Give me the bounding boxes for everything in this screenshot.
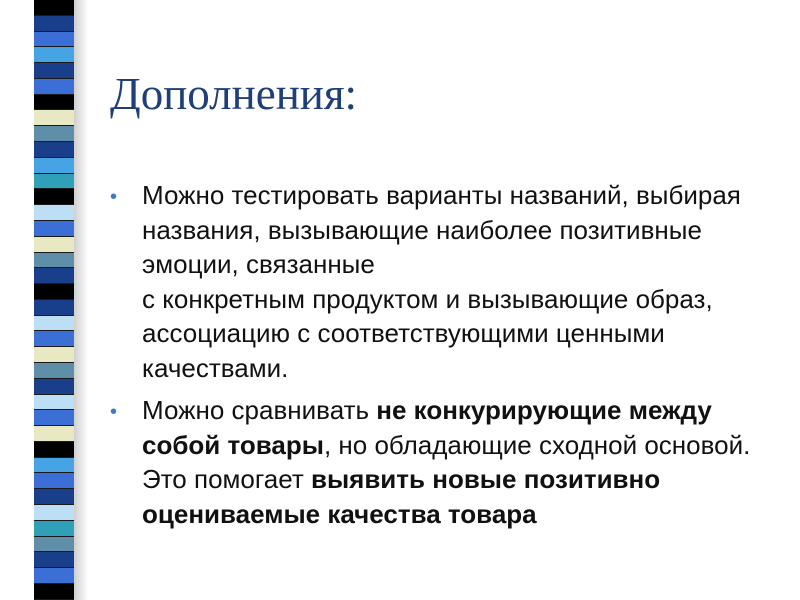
stripe-segment: [34, 126, 74, 142]
text-segment: Можно тестировать варианты названий, выбирая названия, вызывающие наиболее позитивные эмоции, связанные: [142, 180, 741, 279]
stripe-segment: [34, 79, 74, 95]
stripe-segment: [34, 205, 74, 221]
stripe-segment: [34, 237, 74, 253]
stripe-segment: [34, 63, 74, 79]
stripe-segment: [34, 521, 74, 537]
stripe-segment: [34, 426, 74, 442]
stripe-segment: [34, 505, 74, 521]
stripe-segment: [34, 584, 74, 600]
bullet-dot-icon: •: [110, 186, 118, 208]
stripe-segment: [34, 410, 74, 426]
decorative-stripe-bar: [34, 0, 74, 600]
stripe-segment: [34, 379, 74, 395]
bullet-list: [110, 178, 770, 539]
stripe-segment: [34, 284, 74, 300]
stripe-segment: [34, 32, 74, 48]
stripe-segment: [34, 221, 74, 237]
bold-text-segment: выявить новые позитивно оцениваемые качества товара: [142, 464, 661, 529]
bullet-text: [142, 395, 750, 529]
stripe-segment: [34, 158, 74, 174]
stripe-segment: [34, 568, 74, 584]
text-segment: Можно сравнивать: [142, 395, 377, 425]
stripe-segment: [34, 442, 74, 458]
stripe-segment: [34, 253, 74, 269]
stripe-segment: [34, 47, 74, 63]
stripe-segment: [34, 395, 74, 411]
bullet-item: [110, 393, 770, 531]
stripe-segment: [34, 316, 74, 332]
stripe-segment: [34, 174, 74, 190]
stripe-segment: [34, 16, 74, 32]
bullet-item: [110, 178, 770, 385]
stripe-segment: [34, 458, 74, 474]
stripe-segment: [34, 95, 74, 111]
stripe-segment: [34, 0, 74, 16]
stripe-segment: [34, 142, 74, 158]
stripe-segment: [34, 552, 74, 568]
stripe-segment: [34, 268, 74, 284]
stripe-segment: [34, 537, 74, 553]
bullet-dot-icon: •: [110, 401, 118, 423]
slide-title: Дополнения:: [110, 69, 358, 119]
stripe-segment: [34, 300, 74, 316]
text-segment: с конкретным продуктом и вызывающие образ, ассоциацию с соответствующими ценными качествами.: [142, 283, 713, 383]
stripe-segment: [34, 489, 74, 505]
stripe-segment: [34, 363, 74, 379]
stripe-segment: [34, 347, 74, 363]
stripe-segment: [34, 110, 74, 126]
stripe-segment: [34, 473, 74, 489]
bold-text-segment: не конкурирующие между собой товары: [142, 395, 712, 460]
stripe-segment: [34, 331, 74, 347]
stripe-segment: [34, 189, 74, 205]
text-segment: , но обладающие сходной основой. Это помогает: [142, 429, 751, 494]
bullet-text: [142, 180, 741, 383]
stripe-shadow: [74, 0, 88, 600]
